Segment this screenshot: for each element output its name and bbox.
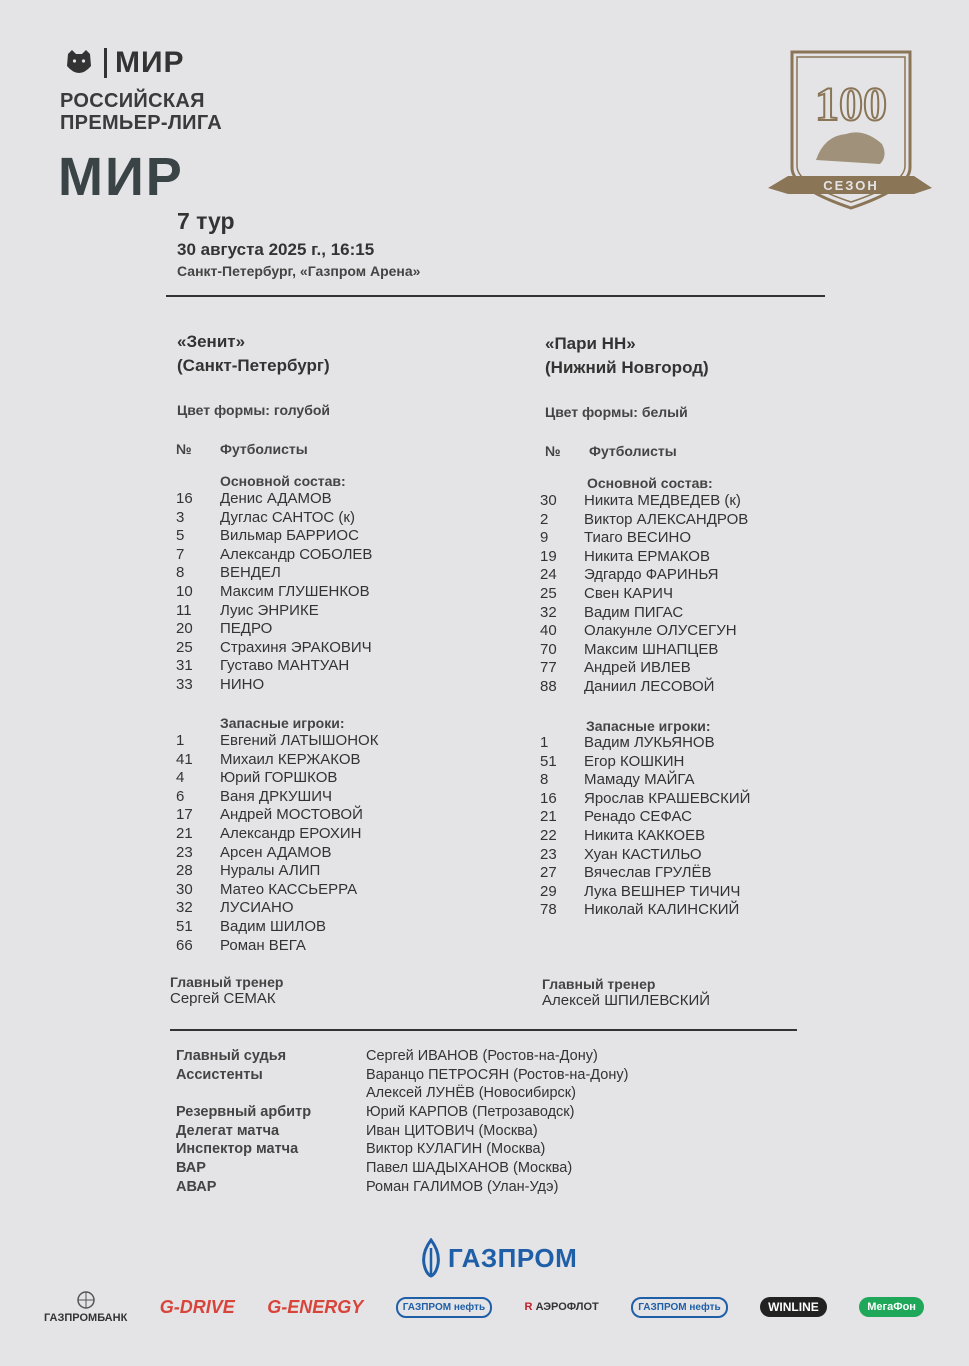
official-role: Инспектор матча [176,1141,299,1158]
player-row [540,771,750,790]
player-number: 30 [176,880,193,898]
away-kit-color: Цвет формы: белый [545,404,688,420]
player-name: Нуралы АЛИП [220,862,321,880]
player-row [176,546,372,565]
player-name: Александр ЕРОХИН [220,824,362,842]
player-row [176,918,378,937]
player-row [540,864,750,883]
away-starting-label: Основной состав: [587,475,713,491]
gazprombank-globe-icon [77,1291,95,1309]
player-name: Никита МЕДВЕДЕВ (к) [584,492,741,509]
player-number: 78 [540,901,557,919]
player-name: Тиаго ВЕСИНО [584,529,691,547]
player-name: Даниил ЛЕСОВОЙ [584,677,715,695]
player-row [540,901,750,920]
home-subs-list [176,732,378,955]
player-number: 3 [176,508,185,526]
player-row [176,751,378,770]
player-name: Ренадо СЕФАС [584,808,692,826]
rpl-line2: ПРЕМЬЕР-ЛИГА [60,112,222,134]
sponsor-gazpromneft-2: ГАЗПРОМ нефть [631,1297,727,1318]
player-number: 1 [176,732,185,749]
away-coach [542,976,710,1009]
player-name: ПЕДРО [220,620,273,638]
player-row [540,827,750,846]
away-team-header [545,332,709,380]
gazprom-logo [416,1238,577,1278]
away-coach-name: Алексей ШПИЛЕВСКИЙ [542,992,711,1009]
official-name: Алексей ЛУНЁВ (Новосибирск) [366,1085,576,1102]
player-row [176,527,372,546]
match-venue: Санкт-Петербург, «Газпром Арена» [177,263,421,279]
player-name: Луис ЭНРИКЕ [220,601,319,619]
player-name: Евгений ЛАТЫШОНОК [220,732,379,749]
player-row [540,753,750,772]
player-number: 32 [176,899,193,917]
rpl-name [60,90,222,134]
player-number: 41 [176,750,193,768]
player-name: Хуан КАСТИЛЬО [584,845,702,863]
player-name: ЛУСИАНО [220,899,294,917]
sponsor-megafon: МегаФон [859,1297,924,1317]
player-name: Вадим ЛУКЬЯНОВ [584,734,715,751]
home-col-number: № [176,441,192,457]
mir-big-logo: МИР [58,147,184,207]
player-row [176,509,372,528]
player-number: 33 [176,675,193,693]
player-number: 25 [176,638,193,656]
home-column-header [176,441,308,457]
player-name: Арсен АДАМОВ [220,843,332,861]
home-coach-label: Главный тренер [170,974,284,990]
player-row [176,844,378,863]
official-row [176,1159,628,1178]
home-starting-list [176,490,372,695]
away-team-city: (Нижний Новгород) [545,358,709,377]
player-number: 23 [176,843,193,861]
sponsor-genergy: G-ENERGY [267,1296,364,1317]
player-number: 22 [540,826,557,844]
player-number: 7 [176,545,185,563]
sponsor-4-label: АЭРОФЛОТ [535,1301,599,1313]
official-role: Резервный арбитр [176,1104,312,1121]
player-name: Дуглас САНТОС (к) [220,508,355,526]
player-row [540,734,750,753]
player-name: Лука ВЕШНЕР ТИЧИЧ [584,882,741,900]
away-column-header [545,443,677,459]
player-row [540,659,748,678]
player-number: 31 [176,657,193,675]
sponsor-0-label: ГАЗПРОМБАНК [44,1311,128,1324]
home-subs-label: Запасные игроки: [220,715,345,731]
player-name: Максим ШНАПЦЕВ [584,640,719,658]
player-row [176,862,378,881]
home-kit-color: Цвет формы: голубой [177,402,330,418]
away-team-name: «Пари НН» [545,334,636,353]
official-role: Делегат матча [176,1122,280,1139]
player-number: 8 [176,564,185,582]
logo-divider [104,48,107,78]
player-number: 24 [540,566,557,584]
player-number: 21 [540,808,557,826]
player-row [176,825,378,844]
player-name: Ярослав КРАШЕВСКИЙ [584,789,751,807]
player-name: Александр СОБОЛЕВ [220,545,373,563]
player-number: 9 [540,529,549,547]
player-row [540,622,748,641]
away-col-players: Футболисты [589,443,677,459]
player-number: 51 [540,752,557,770]
player-row [540,883,750,902]
player-row [176,657,372,676]
player-name: Вячеслав ГРУЛЁВ [584,864,712,882]
sponsor-gazprombank [44,1291,127,1324]
player-row [540,529,748,548]
player-number: 5 [176,527,185,545]
player-number: 16 [540,789,557,807]
player-number: 27 [540,864,557,882]
player-number: 8 [540,771,549,789]
player-number: 16 [176,490,193,507]
player-number: 1 [540,734,549,751]
official-row [176,1066,628,1085]
player-name: Свен КАРИЧ [584,584,673,602]
badge-label: СЕЗОН [823,178,879,193]
rpl-line1: РОССИЙСКАЯ [60,90,205,112]
player-number: 40 [540,622,557,640]
player-name: Вильмар БАРРИОС [220,527,359,545]
official-name: Иван ЦИТОВИЧ (Москва) [366,1122,538,1139]
official-name: Сергей ИВАНОВ (Ростов-на-Дону) [366,1048,598,1064]
official-role: АВАР [176,1178,217,1195]
official-name: Варанцо ПЕТРОСЯН (Ростов-на-Дону) [366,1066,629,1083]
player-row [176,806,378,825]
player-name: Виктор АЛЕКСАНДРОВ [584,510,749,528]
player-row [176,788,378,807]
player-number: 20 [176,620,193,638]
player-number: 10 [176,582,193,600]
sponsor-strip [44,1284,924,1330]
player-number: 77 [540,659,557,677]
player-row [540,641,748,660]
home-team-name: «Зенит» [177,332,246,351]
player-row [176,899,378,918]
rpl-logo-top [62,46,185,80]
official-row [176,1122,628,1141]
player-row [540,585,748,604]
player-name: Денис АДАМОВ [220,490,332,507]
player-name: ВЕНДЕЛ [220,564,281,582]
player-row [176,583,372,602]
player-name: Олакунле ОЛУСЕГУН [584,622,737,640]
officials-list [176,1047,628,1197]
player-name: Андрей ИВЛЕВ [584,659,691,677]
official-name: Павел ШАДЫХАНОВ (Москва) [366,1160,573,1177]
official-row [176,1084,628,1103]
player-name: Матео КАССЬЕРРА [220,880,358,898]
divider-officials [170,1029,797,1031]
player-row [540,492,748,511]
player-number: 51 [176,917,193,935]
player-row [540,678,748,697]
player-row [176,732,378,751]
player-row [176,490,372,509]
player-number: 28 [176,862,193,880]
player-row [540,790,750,809]
player-number: 19 [540,547,557,565]
player-row [176,639,372,658]
player-name: Егор КОШКИН [584,752,685,770]
player-name: Роман ВЕГА [220,936,306,954]
player-name: Страхиня ЭРАКОВИЧ [220,638,372,656]
official-row [176,1140,628,1159]
player-number: 6 [176,787,185,805]
official-role: Ассистенты [176,1066,263,1083]
player-number: 23 [540,845,557,863]
player-row [540,846,750,865]
away-coach-label: Главный тренер [542,976,656,992]
official-row [176,1178,628,1197]
player-row [176,620,372,639]
away-starting-list [540,492,748,697]
home-coach [170,974,283,1007]
player-row [540,511,748,530]
player-name: Михаил КЕРЖАКОВ [220,750,361,768]
player-number: 4 [176,769,185,787]
player-name: Мамаду МАЙГА [584,771,695,789]
official-row [176,1103,628,1122]
player-number: 30 [540,492,557,509]
player-name: Юрий ГОРШКОВ [220,769,338,787]
player-row [176,564,372,583]
zenit-100-season-badge [764,48,936,213]
official-name: Виктор КУЛАГИН (Москва) [366,1141,546,1158]
home-team-city: (Санкт-Петербург) [177,356,330,375]
away-subs-list [540,734,750,920]
player-row [176,676,372,695]
player-row [540,808,750,827]
player-number: 29 [540,882,557,900]
home-team-header [177,330,330,378]
player-name: НИНО [220,675,265,693]
player-name: Андрей МОСТОВОЙ [220,806,363,824]
player-number: 88 [540,677,557,695]
sponsor-aeroflot: R АЭРОФЛОТ [524,1301,599,1313]
home-starting-label: Основной состав: [220,473,346,489]
match-date: 30 августа 2025 г., 16:15 [177,240,375,259]
player-name: Густаво МАНТУАН [220,657,350,675]
official-row [176,1047,628,1066]
player-name: Ваня ДРКУШИЧ [220,787,333,805]
player-name: Вадим ШИЛОВ [220,917,327,935]
player-row [176,602,372,621]
official-name: Юрий КАРПОВ (Петрозаводск) [366,1104,575,1121]
player-number: 21 [176,824,193,842]
away-subs-label: Запасные игроки: [586,718,711,734]
divider-top [166,295,825,297]
player-name: Никита КАККОЕВ [584,826,706,844]
player-number: 2 [540,510,549,528]
official-role: Главный судья [176,1048,287,1064]
player-number: 11 [176,601,192,619]
home-col-players: Футболисты [220,441,308,457]
player-number: 17 [176,806,193,824]
sponsor-winline: WINLINE [760,1297,827,1317]
player-name: Максим ГЛУШЕНКОВ [220,582,370,600]
player-number: 32 [540,603,557,621]
badge-number: 100 [815,78,887,131]
player-row [540,566,748,585]
official-role: ВАР [176,1160,206,1177]
player-number: 66 [176,936,193,954]
player-row [176,881,378,900]
gazprom-text: ГАЗПРОМ [448,1242,578,1273]
sponsor-gdrive: G-DRIVE [159,1296,235,1317]
home-coach-name: Сергей СЕМАК [170,990,276,1007]
player-number: 25 [540,584,557,602]
gazprom-flame-icon [416,1238,446,1278]
sponsor-gazpromneft-1: ГАЗПРОМ нефть [396,1297,492,1318]
player-name: Николай КАЛИНСКИЙ [584,901,740,919]
player-name: Эдгардо ФАРИНЬЯ [584,566,719,584]
player-name: Никита ЕРМАКОВ [584,547,710,565]
player-row [176,769,378,788]
tour: 7 тур [177,208,235,234]
player-row [540,548,748,567]
bear-icon [62,46,96,80]
away-col-number: № [545,443,561,459]
player-row [540,604,748,623]
player-number: 70 [540,640,557,658]
mir-small-logo-text: МИР [115,46,185,79]
player-row [176,937,378,956]
official-name: Роман ГАЛИМОВ (Улан-Удэ) [366,1178,559,1195]
player-name: Вадим ПИГАС [584,603,684,621]
